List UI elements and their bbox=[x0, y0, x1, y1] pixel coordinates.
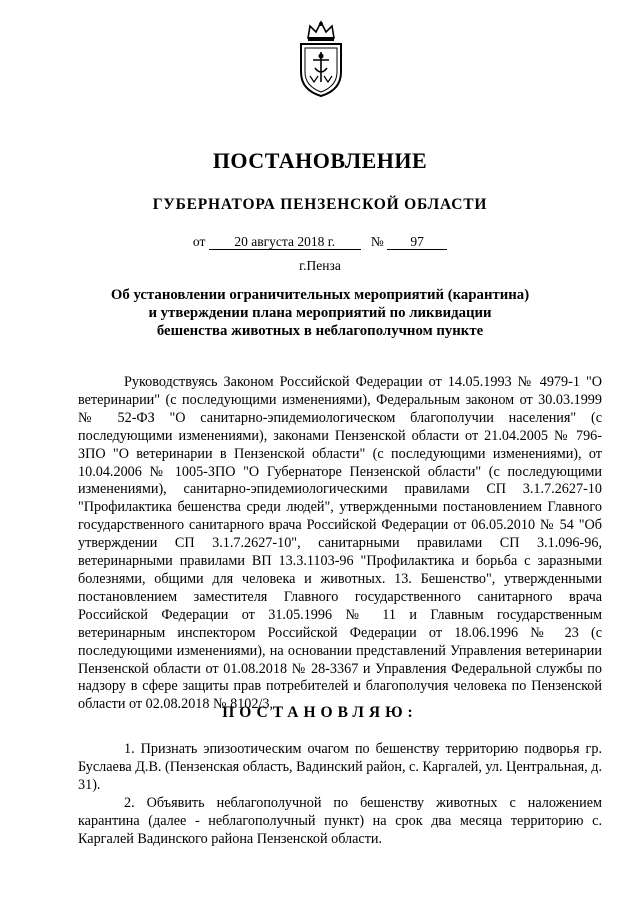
city: г.Пенза bbox=[299, 258, 341, 273]
decree-word: ПОСТАНОВЛЯЮ: bbox=[222, 704, 418, 721]
issuer-subtitle: ГУБЕРНАТОРА ПЕНЗЕНСКОЙ ОБЛАСТИ bbox=[152, 196, 488, 213]
date-prefix: от bbox=[192, 234, 206, 249]
number-prefix: № bbox=[370, 234, 384, 249]
decree-item: 1. Признать эпизоотическим очагом по бешенству территорию подворья гр. Буслаева Д.В. (Пензенская область, Вадинский район, с. Каргалей, ул. Центральная, д. 31). bbox=[78, 741, 602, 793]
heading-line: Об установлении ограничительных мероприятий (карантина) bbox=[110, 287, 530, 303]
date-number-line bbox=[0, 234, 640, 250]
date-value: 20 августа 2018 г. bbox=[209, 234, 361, 250]
document-heading bbox=[110, 286, 530, 340]
preamble-paragraph: Руководствуясь Законом Российской Федерации от 14.05.1993 № 4979-1 "О ветеринарии" (с последующими изменениями), Федеральным законом от 30.03.1999 № 52-ФЗ "О санитарно-эпидемиологическом благополучии населения" (с последующими изменениями), законами Пензенской области от 21.04.2005 № 796-ЗПО "О ветеринарии в Пензенской области" (с последующими изменениями), от 10.04.2006 № 1005-ЗПО "О Губернаторе Пензенской области" (с последующими изменениями), санитарно-эпидемиологическими правилами СП 3.1.7.2627-10 "Профилактика бешенства среди людей", утвержденными постановлением Главного государственного санитарного врача Российской Федерации от 06.05.2010 № 54 "Об утверждении СП 3.1.7.2627-10", санитарными правилами СП 3.1.096-96, ветеринарными правилами ВП 13.3.1103-96 "Профилактика и борьба с заразными болезнями, общими для человека и животных. 13. Бешенство", утвержденными постановлением заместителя Главного государственного санитарного врача Российской Федерации от 31.05.1996 № 11 и Главным государственным ветеринарным инспектором Российской Федерации от 18.06.1996 № 23 (с последующими изменениями), на основании представлений Управления ветеринарии Пензенской области от 01.08.2018 № 28-3367 и Управления Федеральной службы по надзору в сфере защиты прав потребителей и благополучия человека по Пензенской области от 02.08.2018 № 8102/3, bbox=[78, 374, 602, 713]
heading-line: и утверждении плана мероприятий по ликвидации bbox=[148, 305, 492, 321]
decree-item: 2. Объявить неблагополучной по бешенству животных с наложением карантина (далее - неблагополучный пункт) на срок два месяца территорию с. Каргалей Вадинского района Пензенской области. bbox=[78, 795, 602, 847]
coat-of-arms-icon bbox=[296, 20, 346, 98]
document-title: ПОСТАНОВЛЕНИЕ bbox=[212, 148, 428, 173]
heading-line: бешенства животных в неблагополучном пункте bbox=[156, 323, 484, 339]
number-value: 97 bbox=[387, 234, 447, 250]
